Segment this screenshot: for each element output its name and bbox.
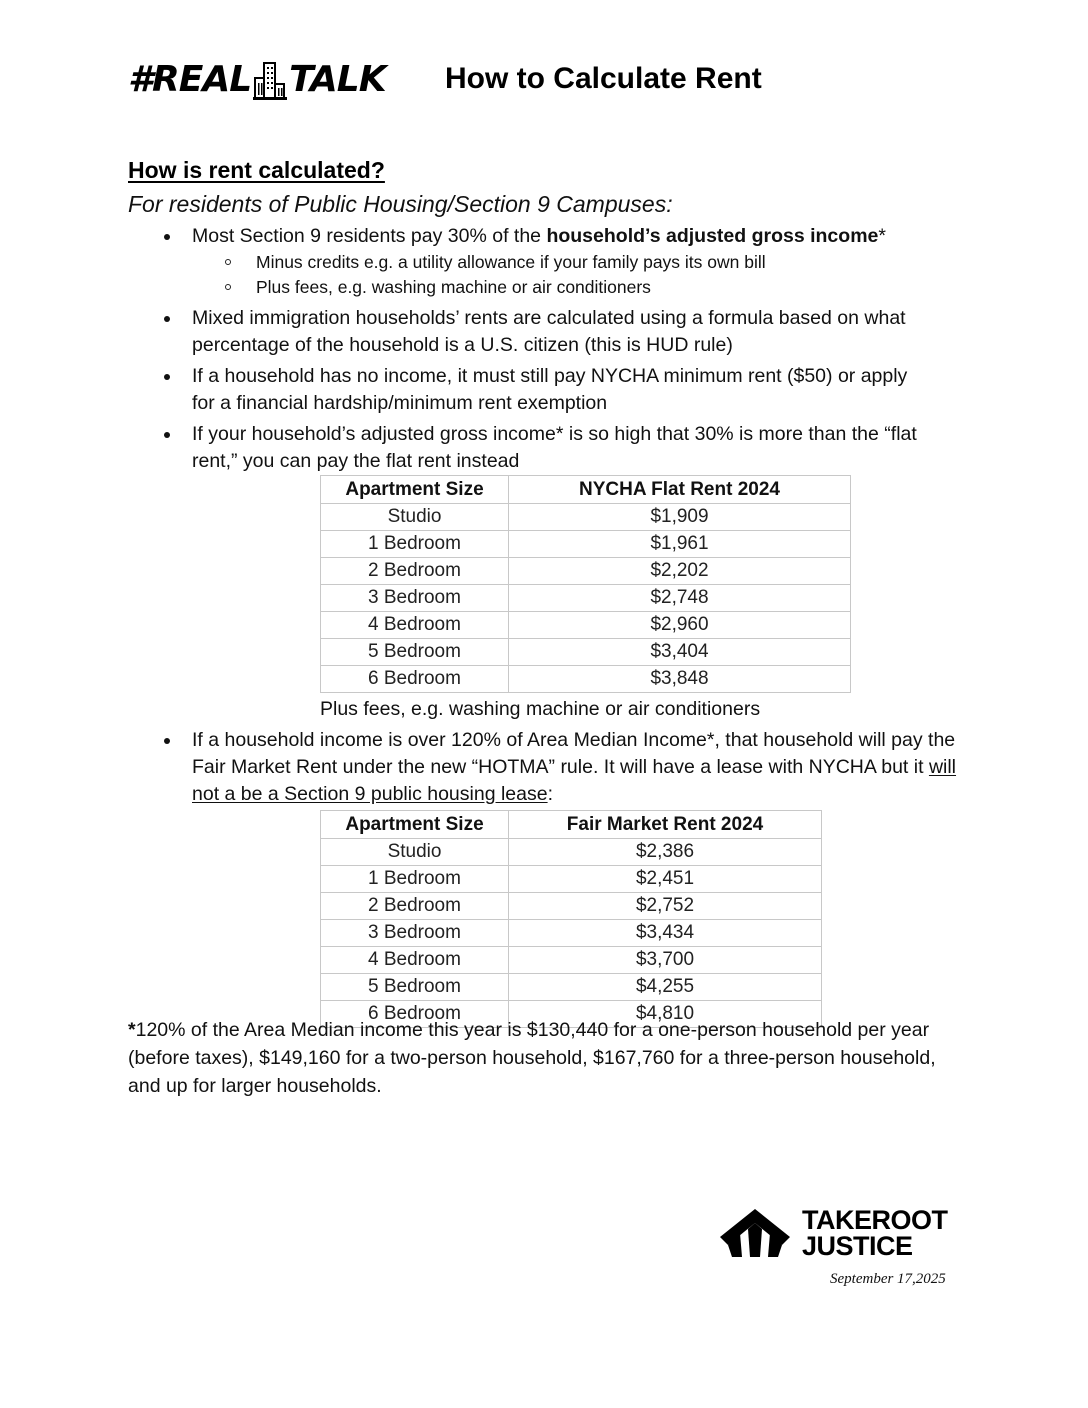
table-row [321, 504, 851, 531]
bullet-text: If a household has no income, it must still pay NYCHA minimum rent ($50) or apply for a financial hardship/minimum rent exemption [192, 365, 908, 414]
document-title: How to Calculate Rent [445, 62, 762, 95]
section-subheading: For residents of Public Housing/Section 9 Campuses: [128, 191, 673, 217]
table-header-row [321, 811, 822, 839]
table-row [321, 558, 851, 585]
page-header [128, 58, 948, 108]
bullet-icon [164, 738, 170, 744]
document-date: September 17,2025 [830, 1271, 946, 1287]
flat-rent-table [320, 475, 851, 693]
bullet-bold-text: household’s adjusted gross income [546, 225, 879, 247]
section-heading: How is rent calculated? [128, 157, 385, 183]
apartment-size-cell: Studio [321, 839, 509, 866]
takeroot-justice-logo [718, 1207, 948, 1259]
table-header-row [321, 476, 851, 504]
column-header: Apartment Size [321, 811, 509, 839]
bullet-text-end: : [547, 783, 554, 805]
rent-cell: $2,386 [509, 839, 822, 866]
apartment-size-cell: Studio [321, 504, 509, 531]
bullet-icon [164, 374, 170, 380]
bullet-item-30-percent [128, 223, 968, 250]
table-row [321, 666, 851, 693]
sub-bullet-icon [225, 284, 231, 290]
bullet-text: If a household income is over 120% of Area Median Income*, that household will pay the Fair Market Rent under the new “HOTMA” rule. It will have a lease with NYCHA but it [192, 729, 956, 778]
takeroot-arrow-icon [718, 1207, 792, 1259]
apartment-size-cell: 6 Bedroom [321, 1001, 509, 1028]
table-row [321, 612, 851, 639]
bullet-text: Mixed immigration households’ rents are calculated using a formula based on what percentage of the household is a U.S. citizen (this is HUD rule) [192, 307, 906, 356]
apartment-size-cell: 4 Bedroom [321, 947, 509, 974]
apartment-size-cell: 1 Bedroom [321, 531, 509, 558]
bullet-list-hotma [128, 727, 968, 808]
fair-market-rent-table [320, 810, 822, 1028]
bullet-text: Most Section 9 residents pay 30% of the [192, 225, 547, 247]
rent-cell: $3,848 [509, 666, 851, 693]
rent-cell: $3,434 [509, 920, 822, 947]
table-row [321, 531, 851, 558]
rent-cell: $1,961 [509, 531, 851, 558]
sub-bullet-fees [128, 275, 968, 300]
rent-cell: $2,960 [509, 612, 851, 639]
rent-cell: $3,404 [509, 639, 851, 666]
apartment-size-cell: 3 Bedroom [321, 585, 509, 612]
asterisk: * [878, 225, 886, 247]
bullet-icon [164, 234, 170, 240]
column-header: NYCHA Flat Rent 2024 [509, 476, 851, 504]
sub-bullet-icon [225, 259, 231, 265]
apartment-size-cell: 2 Bedroom [321, 893, 509, 920]
sub-bullet-credits [128, 250, 968, 275]
table-row [321, 585, 851, 612]
rent-cell: $2,202 [509, 558, 851, 585]
bullet-text: If your household’s adjusted gross income* is so high that 30% is more than the “flat rent,” you can pay the flat rent instead [192, 423, 917, 472]
rent-cell: $1,909 [509, 504, 851, 531]
column-header: Apartment Size [321, 476, 509, 504]
table-row [321, 947, 822, 974]
org-name [802, 1207, 948, 1259]
apartment-size-cell: 1 Bedroom [321, 866, 509, 893]
bullet-list-main [128, 223, 968, 475]
logo-text-right: TALK [289, 59, 386, 100]
sub-bullet-text: Minus credits e.g. a utility allowance if your family pays its own bill [256, 252, 766, 272]
realtalk-logo [128, 60, 386, 100]
rent-cell: $3,700 [509, 947, 822, 974]
rent-cell: $2,752 [509, 893, 822, 920]
apartment-size-cell: 2 Bedroom [321, 558, 509, 585]
rent-cell: $2,451 [509, 866, 822, 893]
rent-cell: $4,810 [509, 1001, 822, 1028]
apartment-size-cell: 3 Bedroom [321, 920, 509, 947]
table-row [321, 893, 822, 920]
table-row [321, 866, 822, 893]
flat-rent-note: Plus fees, e.g. washing machine or air conditioners [320, 698, 761, 720]
logo-text-left: #REAL [128, 59, 252, 100]
org-name-line1: TAKEROOT [802, 1205, 948, 1235]
bullet-item-mixed-immigration [128, 305, 968, 359]
footnote-text: 120% of the Area Median income this year is $130,440 for a one-person household per year (before taxes), $149,160 for a two-person household, $167,760 for a three-person household, and up for larger households. [128, 1019, 936, 1097]
apartment-size-cell: 5 Bedroom [321, 639, 509, 666]
bullet-icon [164, 432, 170, 438]
apartment-size-cell: 4 Bedroom [321, 612, 509, 639]
underlined-text: will not a be a Section 9 public housing lease [192, 756, 957, 805]
table-row [321, 974, 822, 1001]
table-row [321, 920, 822, 947]
footnote-asterisk: * [128, 1019, 136, 1041]
apartment-size-cell: 6 Bedroom [321, 666, 509, 693]
building-icon [253, 62, 287, 100]
bullet-item-flat-rent [128, 421, 968, 475]
rent-cell: $4,255 [509, 974, 822, 1001]
table-row [321, 839, 822, 866]
table-row [321, 639, 851, 666]
bullet-icon [164, 316, 170, 322]
bullet-item-hotma [128, 727, 968, 808]
sub-bullet-text: Plus fees, e.g. washing machine or air conditioners [256, 277, 651, 297]
org-name-line2: JUSTICE [802, 1231, 913, 1261]
column-header: Fair Market Rent 2024 [509, 811, 822, 839]
rent-cell: $2,748 [509, 585, 851, 612]
ami-footnote [128, 1016, 968, 1100]
bullet-item-no-income [128, 363, 968, 417]
apartment-size-cell: 5 Bedroom [321, 974, 509, 1001]
